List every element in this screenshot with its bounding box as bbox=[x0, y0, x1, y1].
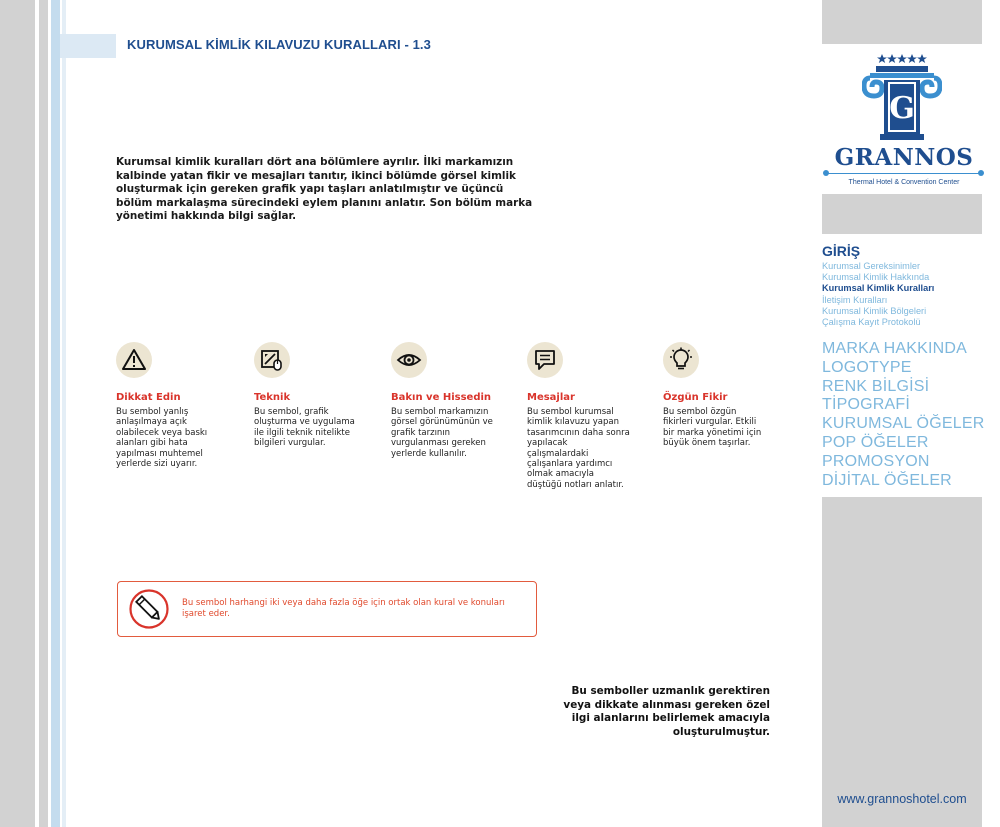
logo-area bbox=[822, 44, 982, 194]
symbol-title: Özgün Fikir bbox=[663, 392, 728, 403]
symbol-title: Mesajlar bbox=[527, 392, 575, 403]
symbol-description: Bu sembol yanlış anlaşılmaya açık olabilecek veya baskı alanları gibi hata yapılması muhtemel yerlerde sizi uyarır. bbox=[116, 407, 208, 470]
brand-tagline: Thermal Hotel & Convention Center bbox=[848, 179, 960, 186]
nav-sub-item[interactable]: Kurumsal Gereksinimler bbox=[822, 261, 921, 271]
nav-item-logotype[interactable]: LOGOTYPE bbox=[822, 358, 912, 376]
technical-icon bbox=[254, 342, 290, 378]
nav-sub-list bbox=[822, 261, 934, 328]
brand-divider-dot bbox=[978, 170, 984, 176]
symbol-description: Bu sembol özgün fikirleri vurgular. Etkili bir marka yönetimi için büyük önem taşırlar. bbox=[663, 407, 762, 449]
nav-item-pop-ogeler[interactable]: POP ÖĞELER bbox=[822, 433, 929, 451]
svg-text:G: G bbox=[889, 91, 915, 126]
website-link[interactable]: www.grannoshotel.com bbox=[837, 792, 967, 806]
bottom-note: Bu semboller uzmanlık gerektiren veya dikkate alınması gereken özel ilgi alanlarını belirlemek amacıyla oluşturulmuştur. bbox=[563, 685, 770, 738]
symbol-description: Bu sembol, grafik oluşturma ve uygulama ile ilgili teknik nitelikte bilgileri vurgular. bbox=[254, 407, 355, 449]
common-rule-note bbox=[117, 581, 537, 637]
grannos-logo-icon bbox=[862, 50, 942, 142]
nav-sub-item[interactable]: Kurumsal Kimlik Hakkında bbox=[822, 272, 930, 283]
pencil-icon bbox=[128, 588, 170, 630]
header-accent-band bbox=[60, 34, 116, 58]
page-title: KURUMSAL KİMLİK KILAVUZU KURALLARI - 1.3 bbox=[127, 37, 431, 52]
brand-name: GRANNOS bbox=[834, 144, 974, 171]
nav-main-list bbox=[822, 340, 984, 490]
nav-sub-item[interactable]: İletişim Kuralları bbox=[822, 294, 888, 305]
brand-divider-dot bbox=[823, 170, 829, 176]
left-stripe-blue bbox=[51, 0, 60, 827]
symbol-look-feel bbox=[391, 342, 511, 459]
symbol-warning bbox=[116, 342, 236, 469]
brand-divider bbox=[826, 173, 982, 174]
nav-item-marka-hakkinda[interactable]: MARKA HAKKINDA bbox=[822, 340, 968, 357]
right-panel-top bbox=[822, 0, 982, 44]
symbol-description: Bu sembol kurumsal kimlik kılavuzu yapan tasarımcının daha sonra yapılacak çalışmalardaki çalışanlara yardımcı olmak amacıyla düştüğü notları anlatır. bbox=[527, 407, 630, 490]
eye-icon bbox=[391, 342, 427, 378]
nav-sub-item[interactable]: Çalışma Kayıt Protokolü bbox=[822, 317, 921, 328]
nav-item-tipografi[interactable]: TİPOGRAFİ bbox=[822, 396, 911, 414]
symbol-title: Bakın ve Hissedin bbox=[391, 392, 492, 403]
nav-sub-item-active[interactable]: Kurumsal Kimlik Kuralları bbox=[822, 283, 935, 294]
symbol-description: Bu sembol markamızın görsel görünümünün ve grafik tarzının vurgulanması gereken yerlerde kullanılır. bbox=[391, 407, 493, 459]
symbol-original-idea bbox=[663, 342, 783, 449]
warning-icon bbox=[116, 342, 152, 378]
nav-sub-item[interactable]: Kurumsal Kimlik Bölgeleri bbox=[822, 305, 927, 316]
intro-paragraph: Kurumsal kimlik kuralları dört ana bölümlere ayrılır. İlki markamızın kalbinde yatan fikir ve mesajları tanıtır, ikinci bölümde görsel kimlik oluşturmak için gereken grafik yapı taşları anlatılmıştır ve üçüncü bölüm markalaşma sürecindeki eylem planını anlatır. Son bölüm marka yönetimi hakkında bilgi sağlar. bbox=[116, 156, 533, 222]
nav-item-renk-bilgisi[interactable]: RENK BİLGİSİ bbox=[822, 377, 930, 395]
nav-item-promosyon[interactable]: PROMOSYON bbox=[822, 452, 930, 470]
left-stripe bbox=[39, 0, 48, 827]
left-stripe-light bbox=[62, 0, 66, 827]
right-panel-band bbox=[822, 194, 982, 234]
nav-heading-giris[interactable]: GİRİŞ bbox=[822, 243, 861, 259]
symbol-title: Dikkat Edin bbox=[116, 392, 181, 403]
nav-item-dijital-ogeler[interactable]: DİJİTAL ÖĞELER bbox=[822, 471, 952, 489]
symbol-technical bbox=[254, 342, 374, 449]
lightbulb-icon bbox=[663, 342, 699, 378]
symbol-messages bbox=[527, 342, 647, 490]
left-stripe bbox=[0, 0, 35, 827]
nav-item-kurumsal-ogeler[interactable]: KURUMSAL ÖĞELER bbox=[822, 415, 985, 433]
symbol-title: Teknik bbox=[254, 392, 291, 403]
right-panel-bottom bbox=[822, 497, 982, 827]
message-icon bbox=[527, 342, 563, 378]
common-rule-text: Bu sembol harhangi iki veya daha fazla öğe için ortak olan kural ve konuları işaret eder. bbox=[182, 598, 505, 619]
